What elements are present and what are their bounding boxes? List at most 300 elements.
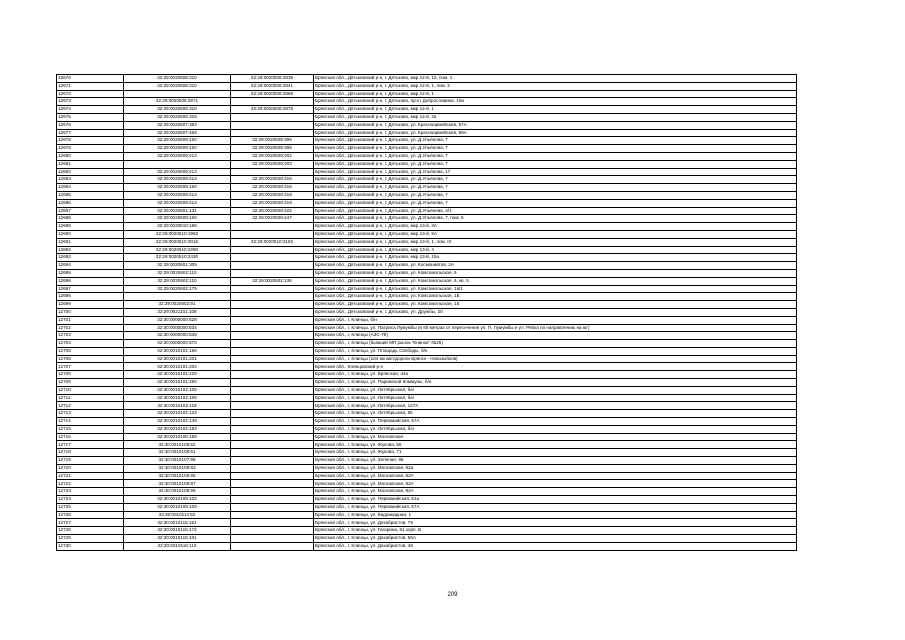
row-number-cell: 12696 — [57, 277, 124, 285]
table-row — [57, 425, 797, 433]
row-number-cell: 12677 — [57, 129, 124, 137]
object-number-cell — [231, 230, 314, 238]
cadastral-number-cell: 32:29:0020509:160 — [124, 145, 231, 153]
table-row — [57, 152, 797, 160]
row-number-cell: 12726 — [57, 511, 124, 519]
object-number-cell — [231, 433, 314, 441]
row-number-cell: 12725 — [57, 503, 124, 511]
cadastral-number-cell: 32:29:0020510:1962 — [124, 230, 231, 238]
object-number-cell — [231, 480, 314, 488]
row-number-cell: 12682 — [57, 168, 124, 176]
object-number-cell — [231, 386, 314, 394]
row-number-cell: 12678 — [57, 137, 124, 145]
table-row — [57, 480, 797, 488]
address-cell: Брянская обл., Дятьковский р-н, г. Дятьково, ул. Красноармейская, 59А — [314, 129, 797, 137]
object-number-cell — [231, 418, 314, 426]
address-cell: Брянская обл., г. Клинцы, ул. Декабристов, 48 — [314, 542, 797, 550]
table-row — [57, 98, 797, 106]
row-number-cell: 12717 — [57, 441, 124, 449]
table-row — [57, 464, 797, 472]
object-number-cell — [231, 262, 314, 270]
address-cell: Брянская обл., Дятьковский р-н, г. Дятьково, мкр 12-й, 1 — [314, 90, 797, 98]
object-number-cell: 32:29:0020509:422 — [231, 207, 314, 215]
cadastral-number-cell: 32:30:0010101:201 — [124, 355, 231, 363]
address-cell: Брянская обл., Клинцовский р-н — [314, 363, 797, 371]
address-cell: Брянская обл., г. Клинцы (АЗС-78) — [314, 332, 797, 340]
object-number-cell — [231, 293, 314, 301]
address-cell: Брянская обл., г. Клинцы, ул. Парижской Коммуны, б/н — [314, 379, 797, 387]
address-cell: Брянская обл., г. Клинцы, ул. Первомайская, 57А — [314, 418, 797, 426]
cadastral-number-cell: 32:30:0010108:86 — [124, 472, 231, 480]
row-number-cell: 12721 — [57, 472, 124, 480]
row-number-cell: 12699 — [57, 301, 124, 309]
table-row — [57, 246, 797, 254]
object-number-cell — [231, 527, 314, 535]
table-row — [57, 410, 797, 418]
table-row — [57, 527, 797, 535]
table-row — [57, 137, 797, 145]
table-row — [57, 535, 797, 543]
cadastral-number-cell: 32:29:0020510:2430 — [124, 254, 231, 262]
row-number-cell: 12672 — [57, 90, 124, 98]
cadastral-number-cell: 32:29:0020507:383 — [124, 121, 231, 129]
cadastral-number-cell: 32:30:0010108:61 — [124, 449, 231, 457]
table-row — [57, 176, 797, 184]
table-row — [57, 472, 797, 480]
row-number-cell: 12685 — [57, 191, 124, 199]
table-row — [57, 355, 797, 363]
object-number-cell: 32:29:0020509:418 — [231, 191, 314, 199]
cadastral-number-cell: 32:30:0000000:528 — [124, 316, 231, 324]
row-number-cell: 12727 — [57, 519, 124, 527]
row-number-cell: 12710 — [57, 386, 124, 394]
object-number-cell: 32:29:0020510:2182 — [231, 238, 314, 246]
object-number-cell — [231, 535, 314, 543]
object-number-cell: 32:29:0020506:2839 — [231, 75, 314, 83]
address-cell: Брянская обл., Дятьковский р-н, г. Дятьково, ул. Д.Ульянова, 7 — [314, 160, 797, 168]
row-number-cell: 12683 — [57, 176, 124, 184]
row-number-cell: 12698 — [57, 293, 124, 301]
address-cell: Брянская обл., Дятьковский р-н, г. Дятьково, ул. Д.Ульянова, 7 — [314, 176, 797, 184]
address-cell: Брянская обл., г. Клинцы, ул. Октябрьская, 65 — [314, 410, 797, 418]
address-cell: Брянская обл., Дятьковский р-н, г. Дятьково, мкр 13-й, 1, пом. III — [314, 238, 797, 246]
table-row — [57, 129, 797, 137]
object-number-cell — [231, 511, 314, 519]
row-number-cell: 12689 — [57, 223, 124, 231]
object-number-cell — [231, 246, 314, 254]
cadastral-number-cell: 32:30:0010102:106 — [124, 394, 231, 402]
table-row — [57, 418, 797, 426]
cadastral-number-cell: 32:29:0020602:110 — [124, 269, 231, 277]
object-number-cell — [231, 363, 314, 371]
cadastral-number-cell: 32:29:0020602:110 — [124, 277, 231, 285]
cadastral-number-cell: 32:29:0020509:413 — [124, 168, 231, 176]
object-number-cell — [231, 472, 314, 480]
cadastral-number-cell: 32:29:0020509:414 — [124, 176, 231, 184]
address-cell: Брянская обл., Дятьковский р-н, г. Дятьково, мкр 13-й, 4 — [314, 246, 797, 254]
object-number-cell — [231, 449, 314, 457]
address-cell: Брянская обл., г. Клинцы (бывший МП рынок "Клинок" №25) — [314, 340, 797, 348]
table-row — [57, 441, 797, 449]
object-number-cell — [231, 542, 314, 550]
table-row — [57, 207, 797, 215]
address-cell: Брянская обл., г. Клинцы, ул. Гагарина, 61 корп. Б — [314, 527, 797, 535]
table-row — [57, 496, 797, 504]
address-cell: Брянская обл., г. Клинцы, ул. Октябрьская, б/н — [314, 394, 797, 402]
row-number-cell: 12704 — [57, 340, 124, 348]
address-cell: Брянская обл., Дятьковский р-н, г. Дятьково, ул. Дружбы, 20 — [314, 308, 797, 316]
table-row — [57, 168, 797, 176]
object-number-cell — [231, 457, 314, 465]
cadastral-number-cell: 32:30:0010109:102 — [124, 496, 231, 504]
row-number-cell: 12703 — [57, 332, 124, 340]
cadastral-number-cell: 32:29:0020510:2015 — [124, 238, 231, 246]
object-number-cell — [231, 488, 314, 496]
table-row — [57, 301, 797, 309]
cadastral-number-cell: 32:29:0020509:414 — [124, 152, 231, 160]
cadastral-number-cell: 32:30:0010102:105 — [124, 386, 231, 394]
object-number-cell: 32:29:0020509:399 — [231, 145, 314, 153]
address-cell: Брянская обл., Дятьковский р-н, г. Дятьково, ул. Комсомольская, 1Е — [314, 301, 797, 309]
object-number-cell: 32:29:0020509:403 — [231, 160, 314, 168]
row-number-cell: 12674 — [57, 106, 124, 114]
address-cell: Брянская обл., г. Клинцы, ул. Декабристов, 79 — [314, 519, 797, 527]
row-number-cell: 12715 — [57, 425, 124, 433]
object-number-cell — [231, 324, 314, 332]
table-row — [57, 316, 797, 324]
table-row — [57, 542, 797, 550]
address-cell: Брянская обл., г. Клинцы, ул. Декабристов, 55А — [314, 535, 797, 543]
row-number-cell: 12705 — [57, 347, 124, 355]
row-number-cell: 12723 — [57, 488, 124, 496]
page-number: 209 — [447, 592, 458, 598]
object-number-cell — [231, 301, 314, 309]
address-cell: Брянская обл., г. Клинцы, ул. Баррикадная, 1 — [314, 511, 797, 519]
object-number-cell — [231, 410, 314, 418]
cadastral-number-cell: 32:30:0010115:181 — [124, 535, 231, 543]
row-number-cell: 12691 — [57, 238, 124, 246]
registry-table — [56, 74, 797, 551]
row-number-cell: 12675 — [57, 113, 124, 121]
address-cell: Брянская обл., Дятьковский р-н, г. Дятьково, ул. Красноармейская, 57А — [314, 121, 797, 129]
cadastral-number-cell: 32:30:0010101:250 — [124, 379, 231, 387]
cadastral-number-cell: 32:30:0010108:95 — [124, 488, 231, 496]
row-number-cell: 12712 — [57, 402, 124, 410]
table-row — [57, 402, 797, 410]
address-cell: Брянская обл., г. Клинцы, ул. Первомайская, 51а — [314, 496, 797, 504]
row-number-cell: 12719 — [57, 457, 124, 465]
table-row — [57, 379, 797, 387]
row-number-cell: 12679 — [57, 145, 124, 153]
object-number-cell — [231, 402, 314, 410]
row-number-cell: 12716 — [57, 433, 124, 441]
row-number-cell: 12671 — [57, 82, 124, 90]
address-cell: Брянская обл., Дятьковский р-н, г. Дятьково, ул. Комсомольская, 1в/1 — [314, 285, 797, 293]
address-cell: Брянская обл., г. Клинцы, ул. Московская, 82А — [314, 488, 797, 496]
address-cell: Брянская обл., Дятьковский р-н, г. Дятьково, ул. Д.Ульянова, 7 — [314, 191, 797, 199]
row-number-cell: 12681 — [57, 160, 124, 168]
object-number-cell — [231, 308, 314, 316]
table-row — [57, 145, 797, 153]
row-number-cell: 12730 — [57, 542, 124, 550]
object-number-cell — [231, 340, 314, 348]
address-cell: Брянская обл., г. Клинцы, ул. Октябрьская, б/н — [314, 425, 797, 433]
address-cell: Брянская обл., Дятьковский р-н, г. Дятьково, ул. Комсомольская, 1Б — [314, 293, 797, 301]
cadastral-number-cell — [124, 90, 231, 98]
row-number-cell: 12722 — [57, 480, 124, 488]
table-row — [57, 293, 797, 301]
table-row — [57, 511, 797, 519]
table-row — [57, 457, 797, 465]
cadastral-number-cell: 32:29:0020506:310 — [124, 82, 231, 90]
table-row — [57, 254, 797, 262]
cadastral-number-cell: 32:30:0010115:151 — [124, 519, 231, 527]
table-row — [57, 262, 797, 270]
cadastral-number-cell: 32:29:0020601:305 — [124, 262, 231, 270]
cadastral-number-cell: 32:30:0000000:534 — [124, 324, 231, 332]
table-row — [57, 519, 797, 527]
cadastral-number-cell: 32:30:0010107:98 — [124, 457, 231, 465]
address-cell: Брянская обл., г. Клинцы, ул. Московская — [314, 433, 797, 441]
row-number-cell: 12724 — [57, 496, 124, 504]
table-row — [57, 238, 797, 246]
address-cell: Брянская обл., г. Клинцы, ул. Площадь Свободы, б/н — [314, 347, 797, 355]
cadastral-number-cell: 32:29:0020509:414 — [124, 199, 231, 207]
object-number-cell: 32:29:0020506:2841 — [231, 82, 314, 90]
table-row — [57, 363, 797, 371]
object-number-cell — [231, 496, 314, 504]
address-cell: Брянская обл., Дятьковский р-н, г. Дятьково, мкр 12-й, 1, пом. 2 — [314, 82, 797, 90]
table-row — [57, 332, 797, 340]
row-number-cell: 12718 — [57, 449, 124, 457]
cadastral-number-cell: 32:29:0020510:2280 — [124, 246, 231, 254]
row-number-cell: 12706 — [57, 355, 124, 363]
table-row — [57, 160, 797, 168]
object-number-cell — [231, 519, 314, 527]
table-row — [57, 394, 797, 402]
table-row — [57, 199, 797, 207]
cadastral-number-cell: 32:30:0010108:52 — [124, 441, 231, 449]
object-number-cell — [231, 371, 314, 379]
address-cell: Брянская обл., Дятьковский р-н, г. Дятьково, мкр 12-й, 12, пом. 1 — [314, 75, 797, 83]
object-number-cell — [231, 425, 314, 433]
object-number-cell — [231, 394, 314, 402]
cadastral-number-cell: 32:30:0010114:52 — [124, 511, 231, 519]
table-row — [57, 371, 797, 379]
row-number-cell: 12690 — [57, 230, 124, 238]
object-number-cell: 32:29:0020509:402 — [231, 152, 314, 160]
address-cell: Брянская обл., г. Клинцы, ул. Патриса Лумумбы (в 60 метрах от пересечения ул. П. Лумумбы и ул. Рябка по направлению на юг) — [314, 324, 797, 332]
object-number-cell — [231, 464, 314, 472]
table-row — [57, 82, 797, 90]
address-cell: Брянская обл., Дятьковский р-н, г. Дятьково, мкр 13-й, 15а — [314, 254, 797, 262]
address-cell: Брянская обл., г. Клинцы, б/н — [314, 316, 797, 324]
cadastral-number-cell: 32:30:0010108:87 — [124, 480, 231, 488]
address-cell: Брянская обл., г. Клинцы (104 км автодороги Брянск - Новозыбков) — [314, 355, 797, 363]
object-number-cell: 32:29:0020509:447 — [231, 215, 314, 223]
cadastral-number-cell: 32:29:0020510:186 — [124, 223, 231, 231]
cadastral-number-cell: 32:29:0020501:131 — [124, 207, 231, 215]
cadastral-number-cell: 32:29:0020509:160 — [124, 215, 231, 223]
address-cell: Брянская обл., г. Клинцы, ул. Первомайская, 57А — [314, 503, 797, 511]
object-number-cell: 32:29:0020602:136 — [231, 277, 314, 285]
cadastral-number-cell: 32:29:0020506:2871 — [124, 98, 231, 106]
table-row — [57, 488, 797, 496]
address-cell: Брянская обл., Дятьковский р-н, г. Дятьково, ул. Комсомольская, 6, кв. 5 — [314, 277, 797, 285]
address-cell: Брянская обл., Дятьковский р-н, г. Дятьково, пр-кт Доброславина, 16а — [314, 98, 797, 106]
table-row — [57, 503, 797, 511]
table-row — [57, 230, 797, 238]
address-cell: Брянская обл., Дятьковский р-н, г. Дятьково, ул. Д.Ульянова, 7 — [314, 145, 797, 153]
cadastral-number-cell: 32:29:0020509:414 — [124, 191, 231, 199]
address-cell: Брянская обл., Дятьковский р-н, г. Дятьково, мкр 12-й, 1 — [314, 106, 797, 114]
row-number-cell: 12695 — [57, 269, 124, 277]
cadastral-number-cell: 32:29:0020602:91 — [124, 301, 231, 309]
object-number-cell — [231, 379, 314, 387]
cadastral-number-cell: 32:29:0020509:160 — [124, 184, 231, 192]
table-row — [57, 347, 797, 355]
address-cell: Брянская обл., Дятьковский р-н, г. Дятьково, ул. Космонавтов, 2А — [314, 262, 797, 270]
object-number-cell — [231, 441, 314, 449]
row-number-cell: 12702 — [57, 324, 124, 332]
object-number-cell — [231, 316, 314, 324]
row-number-cell: 12688 — [57, 215, 124, 223]
address-cell: Брянская обл., г. Клинцы, ул. Московская, 82А — [314, 480, 797, 488]
object-number-cell — [231, 347, 314, 355]
row-number-cell: 12680 — [57, 152, 124, 160]
cadastral-number-cell: 32:30:0010115:173 — [124, 527, 231, 535]
row-number-cell: 12670 — [57, 75, 124, 83]
object-number-cell: 32:29:0020509:415 — [231, 176, 314, 184]
row-number-cell: 12708 — [57, 371, 124, 379]
table-row — [57, 449, 797, 457]
address-cell: Брянская обл., г. Клинцы, ул. Жукова, 71 — [314, 449, 797, 457]
address-cell: Брянская обл., г. Клинцы, ул. Октябрьская, б/н — [314, 386, 797, 394]
registry-table-body — [57, 75, 797, 551]
table-row — [57, 75, 797, 83]
address-cell: Брянская обл., Дятьковский р-н, г. Дятьково, мкр 13-й, 3А — [314, 223, 797, 231]
row-number-cell: 12673 — [57, 98, 124, 106]
table-row — [57, 121, 797, 129]
address-cell: Брянская обл., Дятьковский р-н, г. Дятьково, ул. Д.Ульянова, 7 — [314, 199, 797, 207]
object-number-cell — [231, 332, 314, 340]
row-number-cell: 12728 — [57, 527, 124, 535]
cadastral-number-cell: 32:30:0010102:123 — [124, 410, 231, 418]
cadastral-number-cell: 32:29:0021101:108 — [124, 308, 231, 316]
address-cell: Брянская обл., Дятьковский р-н, г. Дятьково, ул. Д.Ульянова, 7, пом. 6 — [314, 215, 797, 223]
object-number-cell: 32:29:0020506:2966 — [231, 90, 314, 98]
cadastral-number-cell: 32:30:0010101:229 — [124, 371, 231, 379]
table-row — [57, 223, 797, 231]
row-number-cell: 12687 — [57, 207, 124, 215]
row-number-cell: 12676 — [57, 121, 124, 129]
object-number-cell — [231, 285, 314, 293]
cadastral-number-cell: 32:30:0010101:202 — [124, 363, 231, 371]
cadastral-number-cell: 32:29:0020506:315 — [124, 113, 231, 121]
cadastral-number-cell — [124, 293, 231, 301]
cadastral-number-cell: 32:30:0000000:570 — [124, 340, 231, 348]
cadastral-number-cell: 32:29:0020507:469 — [124, 129, 231, 137]
table-row — [57, 113, 797, 121]
row-number-cell: 12707 — [57, 363, 124, 371]
object-number-cell: 32:29:0020509:416 — [231, 184, 314, 192]
object-number-cell — [231, 168, 314, 176]
address-cell: Брянская обл., Дятьковский р-н, г. Дятьково, мкр 12-й, 2а — [314, 113, 797, 121]
object-number-cell — [231, 355, 314, 363]
address-cell: Брянская обл., г. Клинцы, ул. Октябрьская, 127А — [314, 402, 797, 410]
row-number-cell: 12714 — [57, 418, 124, 426]
object-number-cell — [231, 269, 314, 277]
row-number-cell: 12711 — [57, 394, 124, 402]
object-number-cell — [231, 121, 314, 129]
cadastral-number-cell: 32:30:0000000:539 — [124, 332, 231, 340]
row-number-cell: 12729 — [57, 535, 124, 543]
row-number-cell: 12694 — [57, 262, 124, 270]
table-row — [57, 340, 797, 348]
cadastral-number-cell: 32:30:0010109:109 — [124, 503, 231, 511]
row-number-cell: 12720 — [57, 464, 124, 472]
address-cell: Брянская обл., г. Клинцы, ул. Московская, 82А — [314, 472, 797, 480]
address-cell: Брянская обл., г. Клинцы, ул. Жукова, 56 — [314, 441, 797, 449]
table-row — [57, 184, 797, 192]
object-number-cell — [231, 503, 314, 511]
cadastral-number-cell: 32:29:0020602:175 — [124, 285, 231, 293]
cadastral-number-cell: 32:30:0010102:149 — [124, 418, 231, 426]
address-cell: Брянская обл., Дятьковский р-н, г. Дятьково, ул. Комсомольская, 6 — [314, 269, 797, 277]
table-row — [57, 285, 797, 293]
table-row — [57, 308, 797, 316]
cadastral-number-cell: 32:30:0010101:166 — [124, 347, 231, 355]
table-row — [57, 269, 797, 277]
object-number-cell: 32:29:0020506:2875 — [231, 106, 314, 114]
table-row — [57, 191, 797, 199]
object-number-cell — [231, 223, 314, 231]
table-row — [57, 215, 797, 223]
table-row — [57, 277, 797, 285]
table-row — [57, 324, 797, 332]
table-row — [57, 433, 797, 441]
row-number-cell: 12693 — [57, 254, 124, 262]
table-row — [57, 386, 797, 394]
cadastral-number-cell: 32:29:0020506:310 — [124, 75, 231, 83]
row-number-cell: 12692 — [57, 246, 124, 254]
cadastral-number-cell: 32:30:0010116:110 — [124, 542, 231, 550]
row-number-cell: 12684 — [57, 184, 124, 192]
row-number-cell: 12686 — [57, 199, 124, 207]
table-row — [57, 106, 797, 114]
cadastral-number-cell: 32:29:0020506:310 — [124, 106, 231, 114]
address-cell: Брянская обл., Дятьковский р-н, г. Дятьково, ул. Д.Ульянова, 7 — [314, 152, 797, 160]
address-cell: Брянская обл., Дятьковский р-н, г. Дятьково, мкр 13-й, 5А — [314, 230, 797, 238]
address-cell: Брянская обл., Дятьковский р-н, г. Дятьково, ул. Д.Ульянова, 17 — [314, 168, 797, 176]
object-number-cell: 32:29:0020509:396 — [231, 137, 314, 145]
address-cell: Брянская обл., г. Клинцы, ул. Брянская, 44а — [314, 371, 797, 379]
row-number-cell: 12701 — [57, 316, 124, 324]
cadastral-number-cell — [124, 160, 231, 168]
address-cell: Брянская обл., Дятьковский р-н, г. Дятьково, ул. Д.Ульянова, 4/1 — [314, 207, 797, 215]
address-cell: Брянская обл., г. Клинцы, ул. Зеленая, 96 — [314, 457, 797, 465]
object-number-cell: 32:29:0020509:419 — [231, 199, 314, 207]
cadastral-number-cell: 32:29:0020509:160 — [124, 137, 231, 145]
object-number-cell — [231, 113, 314, 121]
cadastral-number-cell: 32:30:0010104:183 — [124, 425, 231, 433]
table-row — [57, 90, 797, 98]
object-number-cell — [231, 98, 314, 106]
cadastral-number-cell: 32:30:0010108:83 — [124, 464, 231, 472]
row-number-cell: 12700 — [57, 308, 124, 316]
address-cell: Брянская обл., Дятьковский р-н, г. Дятьково, ул. Д.Ульянова, 7 — [314, 184, 797, 192]
row-number-cell: 12709 — [57, 379, 124, 387]
